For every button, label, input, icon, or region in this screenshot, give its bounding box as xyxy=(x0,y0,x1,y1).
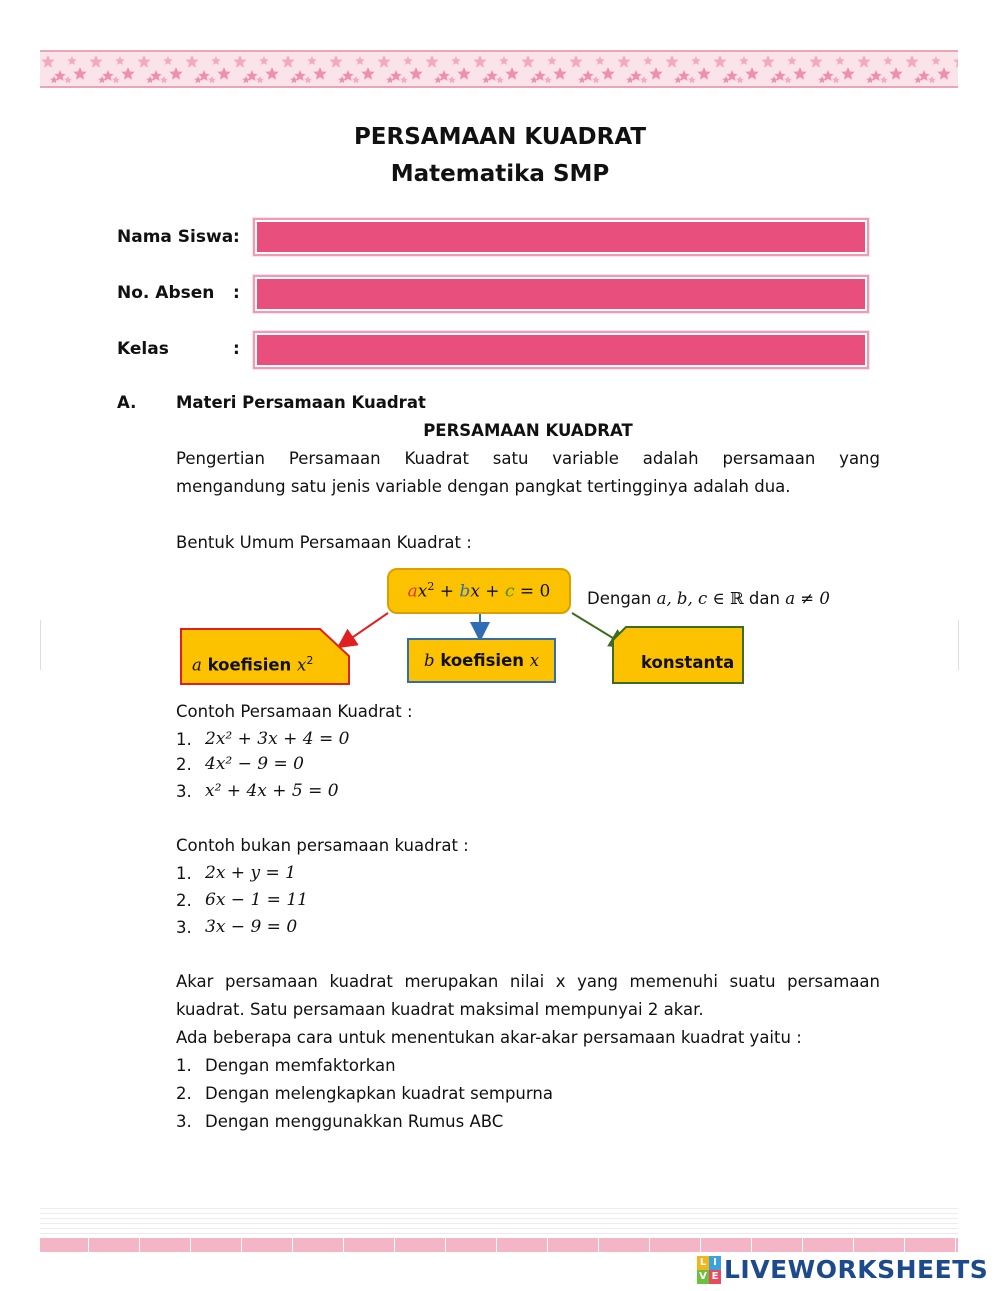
star-decoration xyxy=(185,55,198,68)
star-decoration xyxy=(434,76,442,83)
star-decoration xyxy=(355,56,365,65)
strip-divider xyxy=(598,1238,599,1252)
roots-paragraph-line: kuadrat. Satu persamaan kuadrat maksimal mempunyai 2 akar. xyxy=(176,1000,704,1019)
star-decoration xyxy=(146,76,154,83)
condition-prefix: Dengan xyxy=(587,589,652,608)
star-decoration xyxy=(73,67,86,80)
method-item: Dengan memfaktorkan xyxy=(205,1056,396,1075)
const-c-label: konstanta xyxy=(641,653,735,672)
strip-divider xyxy=(496,1238,497,1252)
star-decoration xyxy=(67,56,77,65)
field-colon: : xyxy=(233,339,240,359)
star-decoration xyxy=(160,76,168,83)
star-decoration xyxy=(544,76,552,83)
star-decoration xyxy=(835,56,845,65)
star-decoration xyxy=(739,56,749,65)
star-decoration xyxy=(880,76,888,83)
var-x: x xyxy=(529,651,540,670)
star-decoration xyxy=(400,76,408,83)
star-decoration xyxy=(482,76,490,83)
star-decoration xyxy=(211,56,221,65)
nonexample-number: 2. xyxy=(176,891,192,910)
star-decoration xyxy=(386,76,394,83)
var-x: x xyxy=(297,655,307,675)
nama-siswa-label: Nama Siswa xyxy=(117,227,234,247)
star-decoration xyxy=(361,67,374,80)
star-decoration xyxy=(41,55,54,68)
star-decoration xyxy=(499,56,509,65)
roots-paragraph-line: Akar persamaan kuadrat merupakan nilai x yang memenuhi suatu persamaan xyxy=(176,972,880,991)
strip-divider xyxy=(802,1238,803,1252)
star-decoration xyxy=(473,55,486,68)
star-decoration xyxy=(505,67,518,80)
liveworksheets-logo-text[interactable]: LIVEWORKSHEETS xyxy=(724,1255,989,1284)
page-edge-line xyxy=(40,620,41,670)
example-number: 2. xyxy=(176,755,192,774)
star-decoration xyxy=(736,76,744,83)
strip-divider xyxy=(292,1238,293,1252)
page-edge-line xyxy=(958,620,959,670)
strip-divider xyxy=(649,1238,650,1252)
star-decoration xyxy=(818,76,826,83)
nonexample-equation: 2x + y = 1 xyxy=(205,863,296,883)
strip-divider xyxy=(139,1238,140,1252)
example-equation: x² + 4x + 5 = 0 xyxy=(205,781,339,801)
star-decoration xyxy=(761,55,774,68)
star-decoration xyxy=(137,55,150,68)
star-decoration xyxy=(547,56,557,65)
method-number: 2. xyxy=(176,1084,192,1103)
star-decoration xyxy=(889,67,902,80)
condition-text xyxy=(587,589,830,608)
field-colon: : xyxy=(233,227,240,247)
star-decoration xyxy=(640,76,648,83)
kelas-input[interactable] xyxy=(255,333,867,367)
star-decoration xyxy=(194,76,202,83)
star-decoration xyxy=(553,67,566,80)
section-heading: Materi Persamaan Kuadrat xyxy=(176,393,426,412)
plus-sign: + xyxy=(434,581,460,602)
star-decoration xyxy=(953,55,958,68)
plus-sign: + xyxy=(479,581,505,602)
star-decoration xyxy=(841,67,854,80)
nonexample-equation: 6x − 1 = 11 xyxy=(205,890,308,910)
koefisien-text: koefisien xyxy=(440,651,525,670)
coef-b: b xyxy=(459,581,471,602)
star-decoration xyxy=(649,67,662,80)
star-decoration xyxy=(448,76,456,83)
star-decoration xyxy=(857,55,870,68)
star-decoration xyxy=(233,55,246,68)
star-decoration xyxy=(256,76,264,83)
logo-badge-letter: I xyxy=(709,1256,721,1270)
star-decoration xyxy=(425,55,438,68)
liveworksheets-logo-icon xyxy=(697,1256,721,1284)
general-equation-box xyxy=(387,568,571,614)
star-decoration xyxy=(304,76,312,83)
page-title: PERSAMAAN KUADRAT xyxy=(353,124,647,150)
star-decoration xyxy=(931,56,941,65)
star-decoration xyxy=(290,76,298,83)
strip-divider xyxy=(241,1238,242,1252)
equals-zero: = 0 xyxy=(514,581,551,602)
star-decoration xyxy=(809,55,822,68)
exponent: 2 xyxy=(306,654,314,667)
star-decoration xyxy=(64,76,72,83)
nama-siswa-input[interactable] xyxy=(255,220,867,254)
star-decoration xyxy=(313,67,326,80)
star-decoration xyxy=(329,55,342,68)
border-lines xyxy=(40,1204,958,1238)
logo-badge-letter: L xyxy=(697,1256,709,1270)
var-x: x xyxy=(417,581,428,602)
coef-a: a xyxy=(407,581,418,602)
star-decoration xyxy=(866,76,874,83)
star-decoration xyxy=(626,76,634,83)
star-decoration xyxy=(451,56,461,65)
star-decoration xyxy=(115,56,125,65)
method-item: Dengan menggunakkan Rumus ABC xyxy=(205,1112,504,1131)
star-decoration xyxy=(217,67,230,80)
exponent: 2 xyxy=(427,580,435,594)
logo-badge-letter: E xyxy=(709,1270,721,1284)
border-pink-strip xyxy=(40,1238,958,1252)
star-decoration xyxy=(937,67,950,80)
example-equation: 4x² − 9 = 0 xyxy=(205,754,304,774)
star-decoration xyxy=(674,76,682,83)
star-decoration xyxy=(793,67,806,80)
definition-line: Pengertian Persamaan Kuadrat satu variable adalah persamaan yang xyxy=(176,449,880,468)
star-decoration xyxy=(784,76,792,83)
star-decoration xyxy=(832,76,840,83)
general-form-label: Bentuk Umum Persamaan Kuadrat : xyxy=(176,533,472,552)
no-absen-label: No. Absen xyxy=(117,283,215,303)
star-decoration xyxy=(530,76,538,83)
strip-divider xyxy=(190,1238,191,1252)
star-decoration xyxy=(569,55,582,68)
example-number: 1. xyxy=(176,730,192,749)
star-decoration xyxy=(265,67,278,80)
var-a: a xyxy=(192,655,202,675)
star-decoration xyxy=(745,67,758,80)
star-decoration xyxy=(617,55,630,68)
condition-dan: dan xyxy=(748,589,780,608)
star-decoration xyxy=(578,76,586,83)
star-decoration xyxy=(307,56,317,65)
star-decoration xyxy=(643,56,653,65)
strip-divider xyxy=(394,1238,395,1252)
star-decoration xyxy=(592,76,600,83)
section-subheading: PERSAMAAN KUADRAT xyxy=(423,421,633,440)
method-number: 3. xyxy=(176,1112,192,1131)
star-decoration xyxy=(883,56,893,65)
section-letter: A. xyxy=(117,393,137,412)
star-decoration xyxy=(377,55,390,68)
star-decoration xyxy=(688,76,696,83)
star-decoration xyxy=(403,56,413,65)
star-decoration xyxy=(496,76,504,83)
strip-divider xyxy=(955,1238,956,1252)
strip-divider xyxy=(751,1238,752,1252)
star-decoration xyxy=(112,76,120,83)
nonexamples-label: Contoh bukan persamaan kuadrat : xyxy=(176,836,469,855)
strip-divider xyxy=(853,1238,854,1252)
page-subtitle: Matematika SMP xyxy=(390,161,610,187)
const-c: c xyxy=(504,581,515,602)
nonexample-number: 3. xyxy=(176,918,192,937)
star-decoration xyxy=(697,67,710,80)
star-decoration xyxy=(787,56,797,65)
star-decoration xyxy=(121,67,134,80)
star-decoration xyxy=(98,76,106,83)
star-decoration xyxy=(338,76,346,83)
strip-divider xyxy=(88,1238,89,1252)
star-decoration xyxy=(722,76,730,83)
star-decoration xyxy=(713,55,726,68)
star-decoration xyxy=(169,67,182,80)
kelas-label: Kelas xyxy=(117,339,169,359)
star-decoration xyxy=(905,55,918,68)
strip-divider xyxy=(343,1238,344,1252)
star-decoration xyxy=(595,56,605,65)
condition-set: ∈ ℝ xyxy=(712,589,744,608)
var-b: b xyxy=(424,651,435,670)
condition-vars: a, b, c xyxy=(656,589,708,608)
nonexample-equation: 3x − 9 = 0 xyxy=(205,917,298,937)
roots-paragraph-line: Ada beberapa cara untuk menentukan akar-akar persamaan kuadrat yaitu : xyxy=(176,1028,802,1047)
strip-divider xyxy=(547,1238,548,1252)
strip-divider xyxy=(445,1238,446,1252)
nonexample-number: 1. xyxy=(176,864,192,883)
star-decoration xyxy=(352,76,360,83)
strip-divider xyxy=(700,1238,701,1252)
no-absen-input[interactable] xyxy=(255,277,867,311)
examples-label: Contoh Persamaan Kuadrat : xyxy=(176,702,413,721)
example-number: 3. xyxy=(176,782,192,801)
star-decoration xyxy=(770,76,778,83)
coef-a-label xyxy=(192,654,313,675)
star-decoration xyxy=(242,76,250,83)
logo-badge-letter: V xyxy=(697,1270,709,1284)
star-decoration xyxy=(259,56,269,65)
star-decoration xyxy=(691,56,701,65)
coef-b-label xyxy=(424,651,539,670)
example-equation: 2x² + 3x + 4 = 0 xyxy=(205,729,350,749)
decorative-star-border-top xyxy=(40,50,958,88)
decorative-border-bottom xyxy=(40,1204,958,1252)
star-decoration xyxy=(457,67,470,80)
method-item: Dengan melengkapkan kuadrat sempurna xyxy=(205,1084,553,1103)
method-number: 1. xyxy=(176,1056,192,1075)
field-colon: : xyxy=(233,283,240,303)
star-decoration xyxy=(409,67,422,80)
koefisien-text: koefisien xyxy=(207,655,292,675)
var-x: x xyxy=(470,581,480,602)
strip-divider xyxy=(904,1238,905,1252)
star-decoration xyxy=(521,55,534,68)
star-decoration xyxy=(89,55,102,68)
star-decoration xyxy=(928,76,936,83)
star-decoration xyxy=(665,55,678,68)
star-decoration xyxy=(50,76,58,83)
star-decoration xyxy=(601,67,614,80)
definition-line: mengandung satu jenis variable dengan pangkat tertingginya adalah dua. xyxy=(176,477,791,496)
star-decoration xyxy=(914,76,922,83)
condition-inequality: a ≠ 0 xyxy=(785,589,830,608)
star-decoration xyxy=(281,55,294,68)
star-decoration xyxy=(208,76,216,83)
star-decoration xyxy=(163,56,173,65)
